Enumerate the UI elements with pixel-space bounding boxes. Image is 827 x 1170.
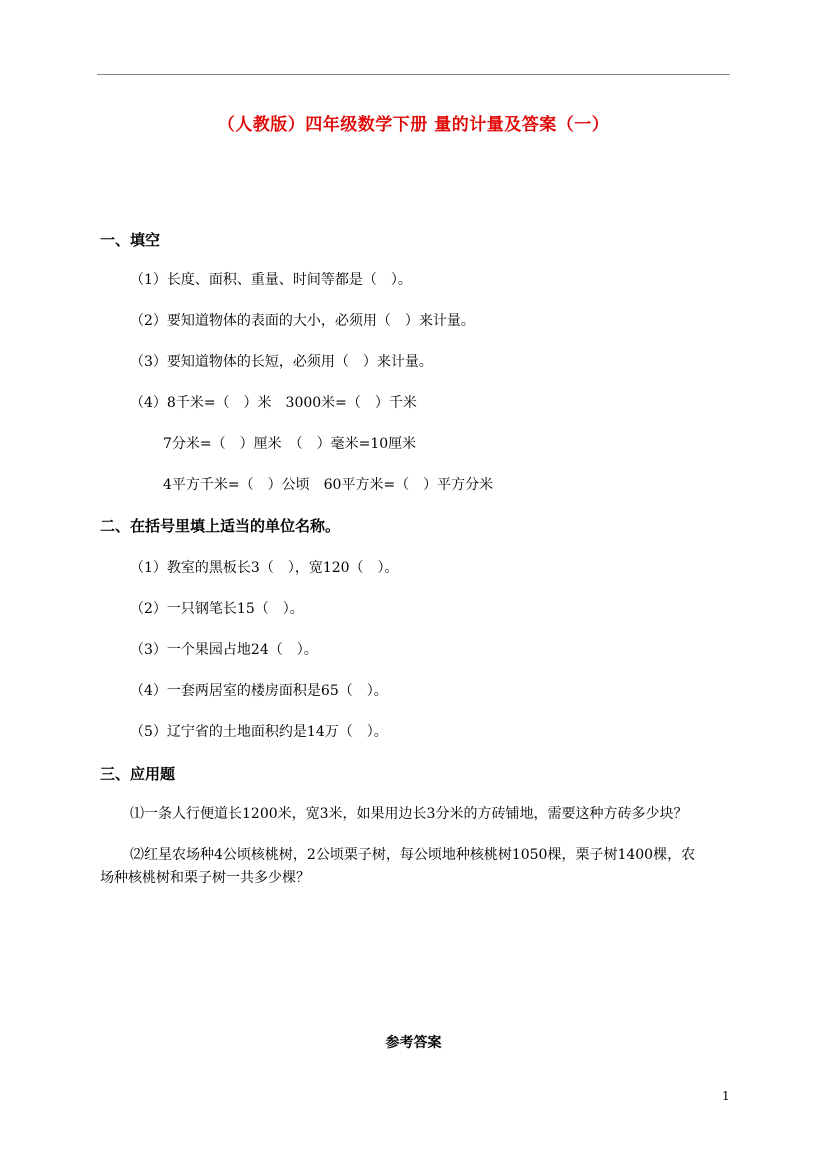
- section1-item-4b: 7分米=（ ）厘米 （ ）毫米=10厘米: [163, 436, 417, 452]
- document-title: （人教版）四年级数学下册 量的计量及答案（一）: [217, 115, 610, 135]
- section3-item-2-cont: 场种核桃树和栗子树一共多少棵？: [100, 870, 310, 886]
- section2-item-5: （5）辽宁省的土地面积约是14万（ ）。: [130, 724, 388, 740]
- section2-item-4: （4）一套两居室的楼房面积是65（ ）。: [130, 683, 388, 699]
- section1-item-4c: 4平方千米=（ ）公顷 60平方米=（ ）平方分米: [163, 477, 494, 493]
- section2-item-2: （2）一只钢笔长15（ ）。: [130, 601, 304, 617]
- section3-heading: 三、应用题: [100, 765, 176, 783]
- section1-item-1: （1）长度、面积、重量、时间等都是（ ）。: [130, 272, 412, 288]
- section1-heading: 一、填空: [100, 231, 161, 249]
- section2-item-3: （3）一个果园占地24（ ）。: [130, 642, 318, 658]
- answer-title: 参考答案: [385, 1035, 442, 1051]
- section1-item-3: （3）要知道物体的长短，必须用（ ）来计量。: [130, 354, 433, 370]
- section3-item-1: ⑴一条人行便道长1200米，宽3米，如果用边长3分米的方砖铺地，需要这种方砖多少块？: [130, 806, 688, 822]
- page-number: 1: [722, 1089, 730, 1103]
- section2-heading: 二、在括号里填上适当的单位名称。: [100, 517, 341, 535]
- section3-item-2: ⑵红星农场种4公顷核桃树，2公顷栗子树，每公顷地种核桃树1050棵，栗子树1400棵，农: [130, 847, 696, 863]
- section1-item-2: （2）要知道物体的表面的大小，必须用（ ）来计量。: [130, 313, 475, 329]
- header-rule: [97, 74, 730, 75]
- section2-item-1: （1）教室的黑板长3（ ），宽120（ ）。: [130, 560, 399, 576]
- section1-item-4: （4）8千米=（ ）米 3000米=（ ）千米: [130, 395, 417, 411]
